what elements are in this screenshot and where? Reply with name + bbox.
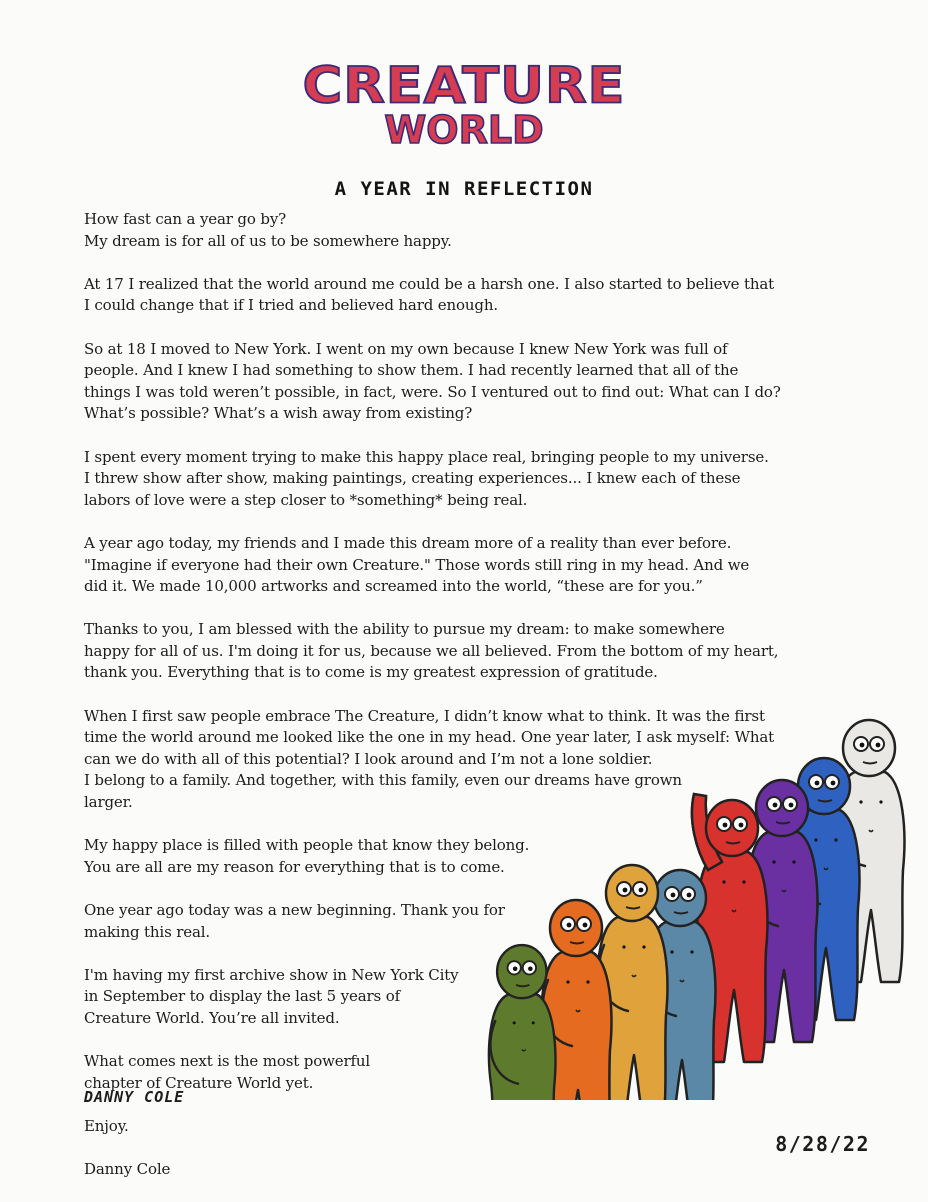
handwritten-signature: DANNY COLE — [84, 1088, 185, 1106]
letter-line: So at 18 I moved to New York. I went on my own because I knew New York was full of — [84, 339, 728, 358]
letter-line: larger. — [84, 793, 133, 812]
letter-line: "Imagine if everyone had their own Creature." Those words still ring in my head. And we — [84, 555, 750, 574]
page-subtitle: A YEAR IN REFLECTION — [334, 178, 594, 200]
letter-line: chapter of Creature World yet. — [84, 1073, 314, 1092]
letter-line: I belong to a family. And together, with this family, even our dreams have grown — [84, 771, 682, 790]
letter-line: I'm having my first archive show in New York City — [84, 965, 459, 984]
letter-line: You are all are my reason for everything that is to come. — [84, 857, 505, 876]
letter-line: happy for all of us. I'm doing it for us, because we all believed. From the bottom of my heart, — [84, 641, 779, 660]
letter-line: My happy place is filled with people that know they belong. — [84, 836, 530, 855]
letter-line: thank you. Everything that is to come is my greatest expression of gratitude. — [84, 663, 658, 682]
letter-line: How fast can a year go by? — [84, 210, 287, 228]
creatures-illustration — [440, 700, 928, 1100]
letter-line: Enjoy. — [84, 1116, 129, 1135]
letter-line: Danny Cole — [84, 1160, 171, 1179]
letter-line: A year ago today, my friends and I made this dream more of a reality than ever before. — [84, 533, 732, 552]
letter-line: Thanks to you, I am blessed with the ability to pursue my dream: to make somewhere — [84, 620, 725, 639]
letter-paragraph — [84, 274, 884, 317]
letter-paragraph — [84, 339, 884, 425]
letter-paragraph — [84, 619, 884, 684]
letter-line: One year ago today was a new beginning. Thank you for — [84, 901, 505, 919]
letter-line: When I first saw people embrace The Creature, I didn’t know what to think. It was the first — [84, 706, 765, 725]
letter-paragraph — [84, 533, 884, 598]
letter-line: in September to display the last 5 years of — [84, 987, 400, 1006]
letter-line: things I was told weren’t possible, in fact, were. So I ventured out to find out: What can I do? — [84, 382, 781, 401]
letter-line: can we do with all of this potential? I look around and I’m not a lone soldier. — [84, 749, 653, 768]
letter-line: labors of love were a step closer to *something* being real. — [84, 490, 528, 509]
letter-line: My dream is for all of us to be somewhere happy. — [84, 231, 452, 250]
letter-line: I threw show after show, making paintings, creating experiences... I knew each of these — [84, 469, 741, 488]
letter-line: I could change that if I tried and believed hard enough. — [84, 296, 498, 315]
letter-line: making this real. — [84, 922, 211, 941]
letter-line: I spent every moment trying to make this happy place real, bringing people to my universe. — [84, 447, 769, 466]
letter-paragraph — [84, 209, 884, 252]
letter-line: What comes next is the most powerful — [84, 1052, 371, 1071]
letter-line: people. And I knew I had something to show them. I had recently learned that all of the — [84, 361, 739, 380]
letter-paragraph — [84, 447, 884, 512]
letter-paragraph — [84, 1116, 884, 1138]
creature-world-logo — [0, 56, 928, 152]
letter-line: Creature World. You’re all invited. — [84, 1008, 340, 1027]
letter-line: time the world around me looked like the one in my head. One year later, I ask myself: What — [84, 728, 775, 747]
olive-creature-icon — [489, 945, 555, 1100]
letter-line: did it. We made 10,000 artworks and screamed into the world, “these are for you.” — [84, 577, 703, 596]
logo-line-1: CREATURE — [302, 56, 626, 115]
letter-line: At 17 I realized that the world around me could be a harsh one. I also started to believe that — [84, 274, 775, 293]
letter-date: 8/28/22 — [775, 1132, 870, 1156]
letter-paragraph — [84, 1159, 884, 1181]
logo-line-2: WORLD — [384, 108, 544, 152]
letter-line: What’s possible? What’s a wish away from existing? — [84, 404, 473, 423]
